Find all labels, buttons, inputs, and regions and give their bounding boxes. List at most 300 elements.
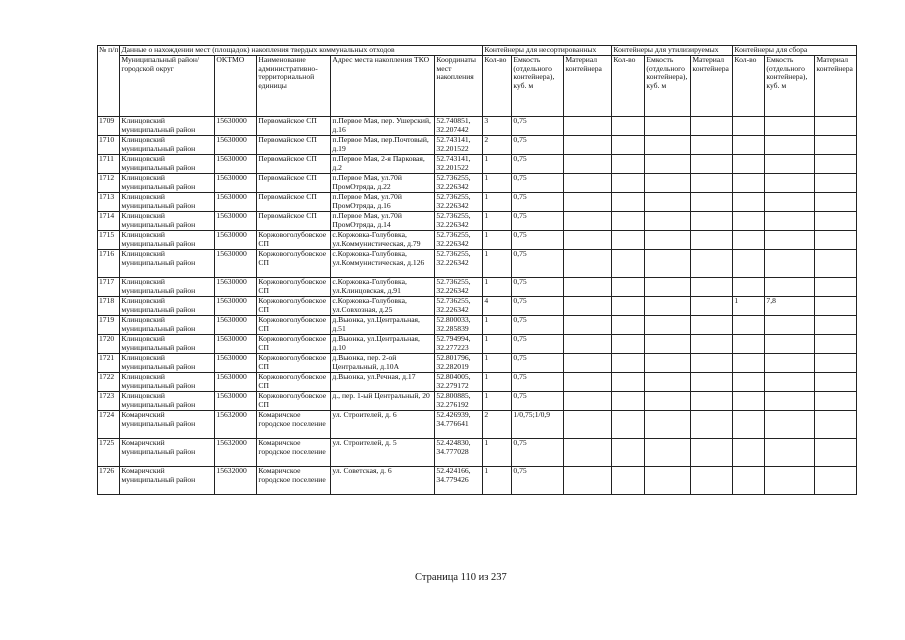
coords-cell: 52.736255, 32.226342 (435, 278, 483, 297)
unsorted-group-header: Контейнеры для несортированных (483, 46, 612, 56)
oktmo-cell: 15632000 (215, 439, 257, 467)
admin-unit-cell: Коржовоголубовское СП (257, 297, 331, 316)
material3-cell (815, 117, 857, 136)
material-cell (564, 411, 612, 439)
count3-cell (733, 335, 765, 354)
material3-cell (815, 231, 857, 250)
material2-cell (691, 439, 733, 467)
row-number-cell: 1720 (98, 335, 120, 354)
count-cell: 1 (483, 278, 512, 297)
table-row (98, 392, 857, 411)
count3-cell (733, 174, 765, 193)
capacity2-cell (645, 354, 691, 373)
table-row (98, 411, 857, 439)
collect-group-header: Контейнеры для сбора (733, 46, 857, 56)
address-cell: п.Первое Мая, пер. Ушерский, д.16 (331, 117, 435, 136)
col-number-header: № п/п (98, 46, 120, 117)
material2-cell (691, 212, 733, 231)
capacity2-cell (645, 439, 691, 467)
count2-cell (612, 212, 645, 231)
capacity2-cell (645, 316, 691, 335)
capacity3-cell (765, 354, 815, 373)
capacity-cell: 0,75 (512, 392, 564, 411)
capacity3-cell (765, 174, 815, 193)
capacity-cell: 0,75 (512, 278, 564, 297)
count3-cell (733, 439, 765, 467)
waste-sites-table (97, 45, 857, 495)
coords-cell: 52.794994, 32.277223 (435, 335, 483, 354)
table-row (98, 354, 857, 373)
material2-cell (691, 373, 733, 392)
row-number-cell: 1724 (98, 411, 120, 439)
material2-cell (691, 174, 733, 193)
oktmo-cell: 15630000 (215, 250, 257, 278)
municipality-cell: Клинцовский муниципальный район (120, 392, 215, 411)
oktmo-cell: 15630000 (215, 354, 257, 373)
capacity-cell: 0,75 (512, 136, 564, 155)
admin-unit-cell: Коржовоголубовское СП (257, 278, 331, 297)
municipality-cell: Комаричский муниципальный район (120, 439, 215, 467)
material2-cell (691, 467, 733, 495)
address-cell: д.Вьюнка, пер. 2-ой Центральный, д.10А (331, 354, 435, 373)
address-cell: с.Коржовка-Голубовка, ул.Коммунистическая, д.126 (331, 250, 435, 278)
location-group-header: Данные о нахождении мест (площадок) накопления твердых коммунальных отходов (120, 46, 483, 56)
capacity3-cell (765, 212, 815, 231)
count-cell: 1 (483, 392, 512, 411)
capacity-cell: 0,75 (512, 231, 564, 250)
table-body (98, 117, 857, 495)
material2-cell (691, 335, 733, 354)
count3-cell (733, 212, 765, 231)
count2-cell (612, 250, 645, 278)
row-number-cell: 1711 (98, 155, 120, 174)
capacity2-cell (645, 212, 691, 231)
row-number-cell: 1719 (98, 316, 120, 335)
municipality-cell: Комаричский муниципальный район (120, 467, 215, 495)
coords-cell: 52.800885, 32.276192 (435, 392, 483, 411)
recycle-group-header: Контейнеры для утилизируемых (612, 46, 733, 56)
oktmo-cell: 15630000 (215, 316, 257, 335)
municipality-cell: Клинцовский муниципальный район (120, 250, 215, 278)
material-cell (564, 155, 612, 174)
material-cell (564, 212, 612, 231)
count2-cell (612, 231, 645, 250)
count3-header: Кол-во (733, 56, 765, 117)
count-cell: 1 (483, 467, 512, 495)
count-cell: 1 (483, 373, 512, 392)
table-row (98, 297, 857, 316)
count2-cell (612, 117, 645, 136)
material2-cell (691, 231, 733, 250)
row-number-cell: 1717 (98, 278, 120, 297)
coords-cell: 52.736255, 32.226342 (435, 231, 483, 250)
material3-cell (815, 193, 857, 212)
capacity-cell: 0,75 (512, 316, 564, 335)
table-row (98, 136, 857, 155)
oktmo-header: OKTMO (215, 56, 257, 117)
count2-cell (612, 297, 645, 316)
capacity3-cell (765, 250, 815, 278)
material-header: Материал контейнера (564, 56, 612, 117)
material-cell (564, 174, 612, 193)
oktmo-cell: 15632000 (215, 467, 257, 495)
count-cell: 1 (483, 439, 512, 467)
capacity2-cell (645, 297, 691, 316)
coords-cell: 52.424166, 34.779426 (435, 467, 483, 495)
address-cell: д., пер. 1-ый Центральный, 20 (331, 392, 435, 411)
row-number-cell: 1718 (98, 297, 120, 316)
table-row (98, 174, 857, 193)
count-cell: 2 (483, 136, 512, 155)
material-cell (564, 297, 612, 316)
oktmo-cell: 15630000 (215, 136, 257, 155)
row-number-cell: 1715 (98, 231, 120, 250)
capacity-cell: 0,75 (512, 250, 564, 278)
count-cell: 1 (483, 354, 512, 373)
count-header: Кол-во (483, 56, 512, 117)
material3-cell (815, 297, 857, 316)
municipality-cell: Комаричский муниципальный район (120, 411, 215, 439)
admin-unit-cell: Первомайское СП (257, 155, 331, 174)
material3-header: Материал контейнера (815, 56, 857, 117)
table-row (98, 231, 857, 250)
count2-cell (612, 467, 645, 495)
count3-cell (733, 136, 765, 155)
material-cell (564, 392, 612, 411)
address-cell: п.Первое Мая, пер.Почтовый, д.19 (331, 136, 435, 155)
address-cell: п.Первое Мая, 2-я Парковая, д.2 (331, 155, 435, 174)
count3-cell (733, 278, 765, 297)
capacity2-cell (645, 174, 691, 193)
coords-cell: 52.424830, 34.777028 (435, 439, 483, 467)
coords-cell: 52.743141, 32.201522 (435, 155, 483, 174)
material2-cell (691, 354, 733, 373)
material-cell (564, 193, 612, 212)
municipality-cell: Клинцовский муниципальный район (120, 193, 215, 212)
material2-cell (691, 278, 733, 297)
material3-cell (815, 411, 857, 439)
capacity-cell: 0,75 (512, 212, 564, 231)
count3-cell (733, 354, 765, 373)
capacity3-cell (765, 136, 815, 155)
count2-cell (612, 335, 645, 354)
capacity-header: Емкость (отдельного контейнера), куб. м (512, 56, 564, 117)
admin-unit-cell: Первомайское СП (257, 136, 331, 155)
row-number-cell: 1726 (98, 467, 120, 495)
row-number-cell: 1709 (98, 117, 120, 136)
row-number-cell: 1722 (98, 373, 120, 392)
material-cell (564, 136, 612, 155)
municipality-cell: Клинцовский муниципальный район (120, 278, 215, 297)
admin-unit-cell: Первомайское СП (257, 117, 331, 136)
capacity-cell: 0,75 (512, 467, 564, 495)
capacity2-cell (645, 193, 691, 212)
coords-cell: 52.736255, 32.226342 (435, 193, 483, 212)
municipality-cell: Клинцовский муниципальный район (120, 316, 215, 335)
coords-cell: 52.800033, 32.285839 (435, 316, 483, 335)
material2-header: Материал контейнера (691, 56, 733, 117)
count2-cell (612, 411, 645, 439)
capacity-cell: 0,75 (512, 117, 564, 136)
admin-unit-cell: Коржовоголубовское СП (257, 354, 331, 373)
count2-cell (612, 193, 645, 212)
table-row (98, 212, 857, 231)
count2-cell (612, 174, 645, 193)
municipality-cell: Клинцовский муниципальный район (120, 335, 215, 354)
municipality-cell: Клинцовский муниципальный район (120, 174, 215, 193)
capacity3-cell (765, 411, 815, 439)
table-row (98, 439, 857, 467)
row-number-cell: 1716 (98, 250, 120, 278)
table-row (98, 467, 857, 495)
municipality-cell: Клинцовский муниципальный район (120, 373, 215, 392)
material3-cell (815, 354, 857, 373)
table-row (98, 250, 857, 278)
capacity-cell: 0,75 (512, 174, 564, 193)
oktmo-cell: 15630000 (215, 155, 257, 174)
admin-unit-cell: Первомайское СП (257, 212, 331, 231)
count3-cell (733, 155, 765, 174)
address-cell: д.Вьюнка, ул.Речная, д.17 (331, 373, 435, 392)
coords-header: Координаты мест накопления (435, 56, 483, 117)
coords-cell: 52.736255, 32.226342 (435, 174, 483, 193)
capacity3-cell (765, 193, 815, 212)
capacity2-cell (645, 136, 691, 155)
row-number-cell: 1713 (98, 193, 120, 212)
capacity2-cell (645, 411, 691, 439)
municipality-cell: Клинцовский муниципальный район (120, 117, 215, 136)
capacity3-cell (765, 155, 815, 174)
capacity-cell: 0,75 (512, 193, 564, 212)
material-cell (564, 335, 612, 354)
coords-cell: 52.426939, 34.776641 (435, 411, 483, 439)
material-cell (564, 439, 612, 467)
oktmo-cell: 15630000 (215, 392, 257, 411)
oktmo-cell: 15632000 (215, 411, 257, 439)
material-cell (564, 231, 612, 250)
admin-unit-cell: Первомайское СП (257, 174, 331, 193)
municipality-cell: Клинцовский муниципальный район (120, 231, 215, 250)
count-cell: 1 (483, 212, 512, 231)
admin-unit-cell: Комаричское городское поселение (257, 439, 331, 467)
count3-cell: 1 (733, 297, 765, 316)
table-row (98, 373, 857, 392)
address-cell: ул. Строителей, д. 6 (331, 411, 435, 439)
row-number-cell: 1714 (98, 212, 120, 231)
admin-unit-cell: Коржовоголубовское СП (257, 316, 331, 335)
material2-cell (691, 411, 733, 439)
count3-cell (733, 117, 765, 136)
capacity2-cell (645, 117, 691, 136)
material2-cell (691, 117, 733, 136)
count2-cell (612, 373, 645, 392)
count2-cell (612, 439, 645, 467)
capacity-cell: 0,75 (512, 439, 564, 467)
admin-unit-cell: Комаричское городское поселение (257, 467, 331, 495)
count-cell: 1 (483, 174, 512, 193)
capacity2-cell (645, 467, 691, 495)
municipality-header: Муниципальный район/городской округ (120, 56, 215, 117)
capacity3-header: Емкость (отдельного контейнера), куб. м (765, 56, 815, 117)
material2-cell (691, 155, 733, 174)
admin-unit-cell: Первомайское СП (257, 193, 331, 212)
admin-unit-cell: Комаричское городское поселение (257, 411, 331, 439)
table-row (98, 117, 857, 136)
address-cell: д.Вьюнка, ул.Центральная, д.51 (331, 316, 435, 335)
capacity-cell: 0,75 (512, 354, 564, 373)
count2-cell (612, 136, 645, 155)
oktmo-cell: 15630000 (215, 373, 257, 392)
table-row (98, 193, 857, 212)
municipality-cell: Клинцовский муниципальный район (120, 136, 215, 155)
row-number-cell: 1721 (98, 354, 120, 373)
admin-unit-cell: Коржовоголубовское СП (257, 335, 331, 354)
oktmo-cell: 15630000 (215, 212, 257, 231)
capacity3-cell (765, 335, 815, 354)
address-cell: с.Коржовка-Голубовка, ул.Коммунистическая, д.79 (331, 231, 435, 250)
material3-cell (815, 316, 857, 335)
capacity-cell: 0,75 (512, 335, 564, 354)
address-cell: п.Первое Мая, ул.70й ПромОтряда, д.14 (331, 212, 435, 231)
material-cell (564, 354, 612, 373)
count3-cell (733, 193, 765, 212)
address-cell: ул. Советская, д. 6 (331, 467, 435, 495)
count2-cell (612, 354, 645, 373)
coords-cell: 52.736255, 32.226342 (435, 212, 483, 231)
count3-cell (733, 250, 765, 278)
page-footer: Страница 110 из 237 (415, 572, 507, 583)
count-cell: 3 (483, 117, 512, 136)
count-cell: 1 (483, 335, 512, 354)
coords-cell: 52.804005, 32.279172 (435, 373, 483, 392)
count2-cell (612, 278, 645, 297)
capacity2-cell (645, 373, 691, 392)
capacity3-cell (765, 373, 815, 392)
capacity2-cell (645, 155, 691, 174)
capacity2-cell (645, 250, 691, 278)
count-cell: 2 (483, 411, 512, 439)
capacity-cell: 0,75 (512, 155, 564, 174)
count-cell: 1 (483, 231, 512, 250)
count2-cell (612, 392, 645, 411)
material3-cell (815, 467, 857, 495)
table-row (98, 335, 857, 354)
coords-cell: 52.801796, 32.282019 (435, 354, 483, 373)
material3-cell (815, 250, 857, 278)
count-cell: 1 (483, 155, 512, 174)
coords-cell: 52.736255, 32.226342 (435, 250, 483, 278)
material2-cell (691, 392, 733, 411)
count3-cell (733, 316, 765, 335)
material3-cell (815, 439, 857, 467)
material3-cell (815, 373, 857, 392)
address-header: Адрес места накопления ТКО (331, 56, 435, 117)
capacity3-cell (765, 231, 815, 250)
material-cell (564, 316, 612, 335)
municipality-cell: Клинцовский муниципальный район (120, 297, 215, 316)
capacity2-header: Емкость (отдельного контейнера), куб. м (645, 56, 691, 117)
capacity3-cell (765, 316, 815, 335)
address-cell: д.Вьюнка, ул.Центральная, д.10 (331, 335, 435, 354)
row-number-cell: 1712 (98, 174, 120, 193)
capacity-cell: 0,75 (512, 297, 564, 316)
material-cell (564, 278, 612, 297)
count2-cell (612, 316, 645, 335)
count-cell: 4 (483, 297, 512, 316)
material3-cell (815, 392, 857, 411)
material3-cell (815, 278, 857, 297)
oktmo-cell: 15630000 (215, 297, 257, 316)
count2-header: Кол-во (612, 56, 645, 117)
coords-cell: 52.743141, 32.201522 (435, 136, 483, 155)
material-cell (564, 250, 612, 278)
capacity3-cell (765, 439, 815, 467)
capacity2-cell (645, 335, 691, 354)
address-cell: с.Коржовка-Голубовка, ул.Клинцовская, д.91 (331, 278, 435, 297)
count-cell: 1 (483, 316, 512, 335)
count3-cell (733, 392, 765, 411)
oktmo-cell: 15630000 (215, 231, 257, 250)
table-row (98, 155, 857, 174)
municipality-cell: Клинцовский муниципальный район (120, 212, 215, 231)
address-cell: ул. Строителей, д. 5 (331, 439, 435, 467)
count3-cell (733, 373, 765, 392)
address-cell: п.Первое Мая, ул.70й ПромОтряда, д.16 (331, 193, 435, 212)
material3-cell (815, 136, 857, 155)
capacity3-cell (765, 278, 815, 297)
oktmo-cell: 15630000 (215, 335, 257, 354)
row-number-cell: 1723 (98, 392, 120, 411)
admin-unit-cell: Коржовоголубовское СП (257, 373, 331, 392)
capacity-cell: 0,75 (512, 373, 564, 392)
count3-cell (733, 467, 765, 495)
material2-cell (691, 316, 733, 335)
municipality-cell: Клинцовский муниципальный район (120, 155, 215, 174)
count3-cell (733, 231, 765, 250)
row-number-cell: 1710 (98, 136, 120, 155)
material2-cell (691, 136, 733, 155)
capacity2-cell (645, 392, 691, 411)
material2-cell (691, 193, 733, 212)
material3-cell (815, 174, 857, 193)
oktmo-cell: 15630000 (215, 117, 257, 136)
capacity3-cell (765, 117, 815, 136)
admin-unit-cell: Коржовоголубовское СП (257, 392, 331, 411)
capacity-cell: 1/0,75;1/0,9 (512, 411, 564, 439)
admin-unit-header: Наименование административно-территориальной единицы (257, 56, 331, 117)
coords-cell: 52.736255, 32.226342 (435, 297, 483, 316)
capacity2-cell (645, 278, 691, 297)
oktmo-cell: 15630000 (215, 193, 257, 212)
municipality-cell: Клинцовский муниципальный район (120, 354, 215, 373)
admin-unit-cell: Коржовоголубовское СП (257, 231, 331, 250)
oktmo-cell: 15630000 (215, 174, 257, 193)
count-cell: 1 (483, 193, 512, 212)
admin-unit-cell: Коржовоголубовское СП (257, 250, 331, 278)
capacity2-cell (645, 231, 691, 250)
material-cell (564, 467, 612, 495)
coords-cell: 52.740851, 32.207442 (435, 117, 483, 136)
capacity3-cell (765, 467, 815, 495)
material3-cell (815, 335, 857, 354)
material-cell (564, 117, 612, 136)
material-cell (564, 373, 612, 392)
material3-cell (815, 212, 857, 231)
address-cell: с.Коржовка-Голубовка, ул.Совхозная, д.25 (331, 297, 435, 316)
count2-cell (612, 155, 645, 174)
table-row (98, 316, 857, 335)
capacity3-cell (765, 392, 815, 411)
